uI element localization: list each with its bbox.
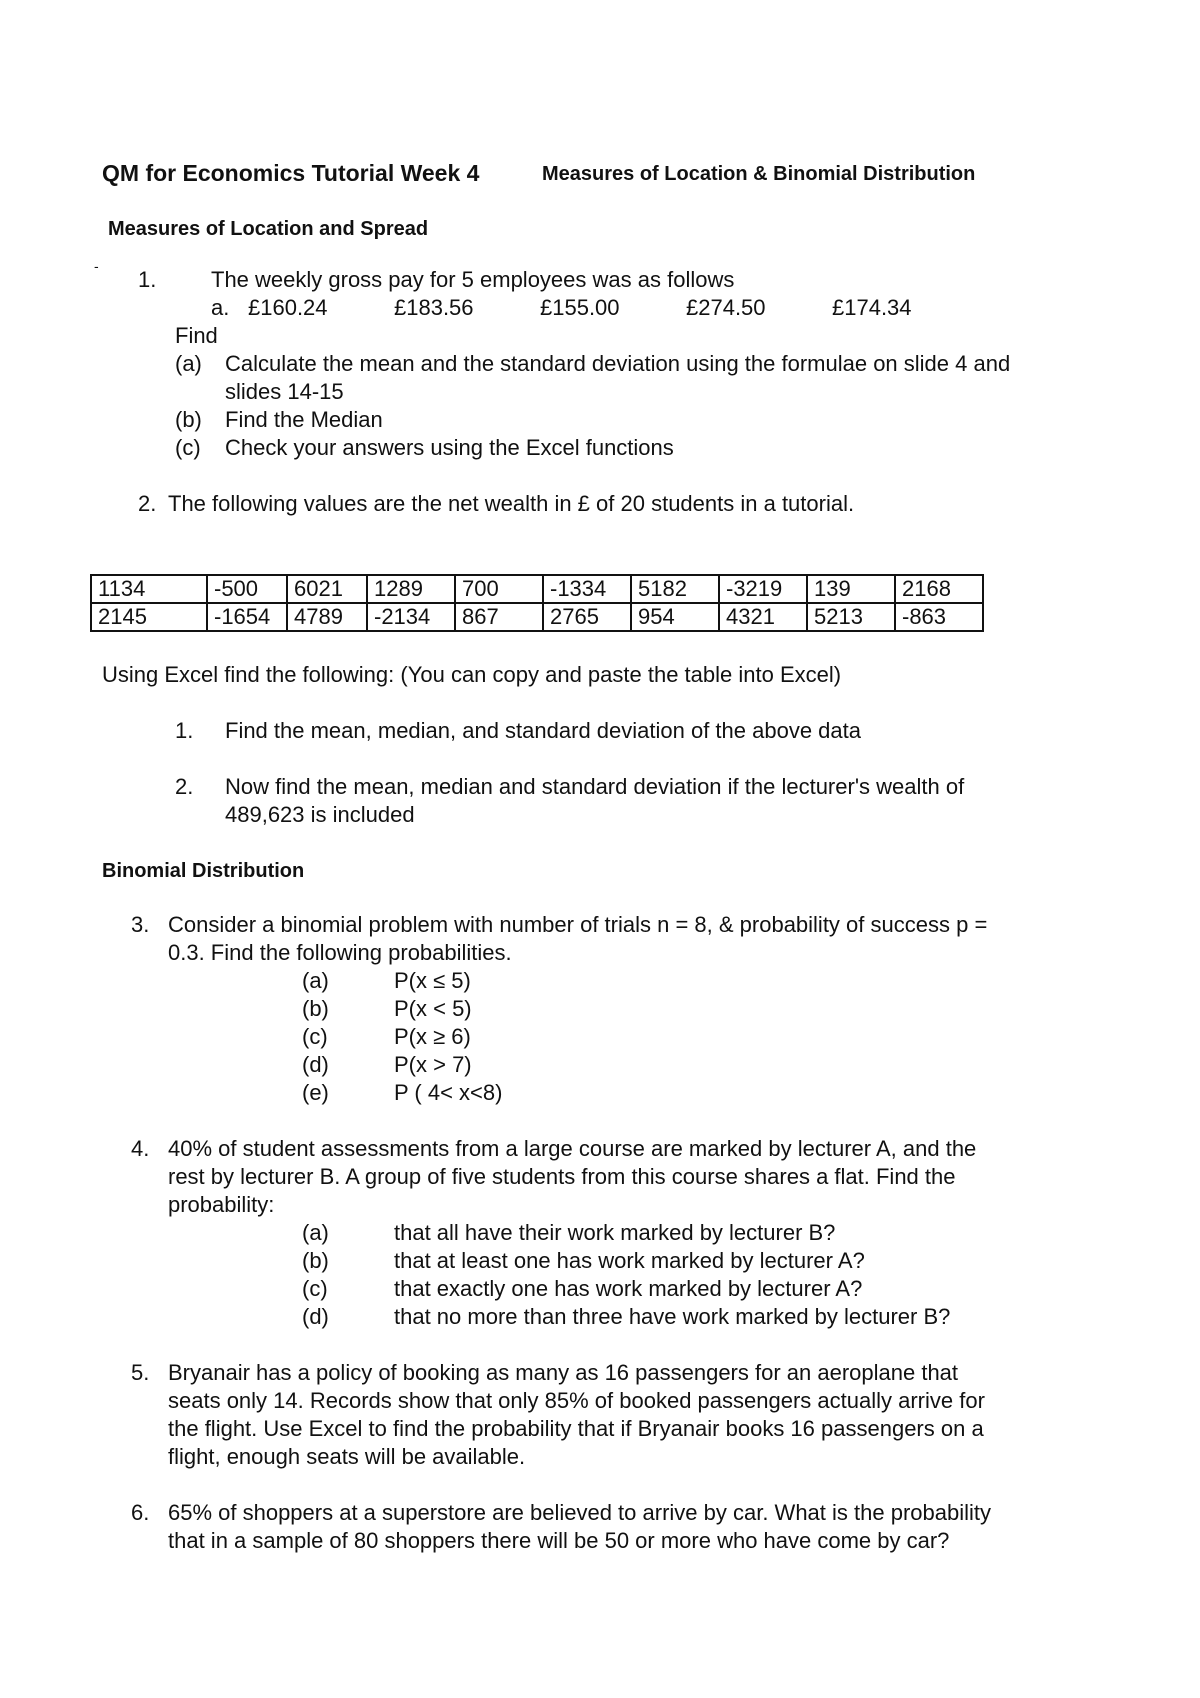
stray-mark: - [94,258,99,274]
q5-line: flight, enough seats will be available. [168,1444,526,1469]
q4-part-label: (d) [302,1304,329,1329]
q3-part-text: P(x ≥ 6) [394,1024,471,1049]
q4-part-text: that exactly one has work marked by lecturer A? [394,1276,863,1301]
table-cell: -863 [895,603,983,631]
table-cell: -500 [207,575,287,603]
q4-part-label: (c) [302,1276,328,1301]
q3-number: 3. [131,912,150,937]
q1-part-text: Find the Median [225,407,383,432]
table-cell: 4321 [719,603,807,631]
q5-line: Bryanair has a policy of booking as many as 16 passengers for an aeroplane that [168,1360,959,1385]
q3-part-label: (a) [302,968,329,993]
q4-line: 40% of student assessments from a large course are marked by lecturer A, and the [168,1136,977,1161]
excel-item-number: 1. [175,718,194,743]
q3-part-text: P(x > 7) [394,1052,472,1077]
q1-part-label: (b) [175,407,202,432]
q5-line: the flight. Use Excel to find the probability that if Bryanair books 16 passengers on a [168,1416,984,1441]
q1-part-text: Calculate the mean and the standard deviation using the formulae on slide 4 and [225,351,1011,376]
q3-part-text: P(x < 5) [394,996,472,1021]
table-cell: 2765 [543,603,631,631]
excel-item-text: Now find the mean, median and standard deviation if the lecturer's wealth of [225,774,965,799]
q1-value: £155.00 [540,295,620,320]
q4-part-text: that at least one has work marked by lecturer A? [394,1248,865,1273]
q3-part-label: (e) [302,1080,329,1105]
q3-line: 0.3. Find the following probabilities. [168,940,512,965]
q6-number: 6. [131,1500,150,1525]
q3-part-text: P(x ≤ 5) [394,968,471,993]
q3-part-label: (d) [302,1052,329,1077]
q4-line: rest by lecturer B. A group of five students from this course shares a flat. Find the [168,1164,956,1189]
q1-part-label: (a) [175,351,202,376]
table-cell: -3219 [719,575,807,603]
table-cell: 6021 [287,575,367,603]
excel-item-text-cont: 489,623 is included [225,802,415,827]
page-title: QM for Economics Tutorial Week 4 [102,160,480,186]
table-cell: 5182 [631,575,719,603]
table-cell: 1289 [367,575,455,603]
q3-part-text: P ( 4< x<8) [394,1080,503,1105]
wealth-table [90,574,984,632]
section-heading-binomial: Binomial Distribution [102,860,305,882]
q2-text: The following values are the net wealth in £ of 20 students in a tutorial. [168,491,855,516]
q4-part-text: that all have their work marked by lecturer B? [394,1220,836,1245]
q4-part-label: (b) [302,1248,329,1273]
q1-part-text-cont: slides 14-15 [225,379,344,404]
q4-number: 4. [131,1136,150,1161]
q5-number: 5. [131,1360,150,1385]
table-cell: 5213 [807,603,895,631]
table-cell: 2145 [91,603,207,631]
section-heading-location: Measures of Location and Spread [108,218,429,240]
table-cell: -2134 [367,603,455,631]
q4-part-label: (a) [302,1220,329,1245]
table-cell: 700 [455,575,543,603]
page-subtitle: Measures of Location & Binomial Distribution [542,163,976,185]
q6-line: 65% of shoppers at a superstore are believed to arrive by car. What is the probability [168,1500,991,1525]
q1-number: 1. [138,267,157,292]
q1-value: £274.50 [686,295,766,320]
q1-row-label: a. [211,295,230,320]
table-row [91,603,983,631]
q3-part-label: (b) [302,996,329,1021]
q2-number: 2. [138,491,157,516]
table-cell: -1334 [543,575,631,603]
table-cell: 954 [631,603,719,631]
q3-part-label: (c) [302,1024,328,1049]
q1-part-text: Check your answers using the Excel functions [225,435,674,460]
table-cell: 4789 [287,603,367,631]
excel-item-number: 2. [175,774,194,799]
table-cell: 139 [807,575,895,603]
table-row [91,575,983,603]
table-cell: 2168 [895,575,983,603]
excel-intro: Using Excel find the following: (You can copy and paste the table into Excel) [102,662,842,687]
q3-line: Consider a binomial problem with number of trials n = 8, & probability of success p = [168,912,988,937]
q1-part-label: (c) [175,435,201,460]
q1-text: The weekly gross pay for 5 employees was as follows [211,267,735,292]
q1-find: Find [175,323,218,348]
q1-value: £160.24 [248,295,328,320]
q1-value: £174.34 [832,295,912,320]
q4-part-text: that no more than three have work marked by lecturer B? [394,1304,951,1329]
table-cell: 867 [455,603,543,631]
q6-line: that in a sample of 80 shoppers there will be 50 or more who have come by car? [168,1528,950,1553]
q1-value: £183.56 [394,295,474,320]
q5-line: seats only 14. Records show that only 85% of booked passengers actually arrive for [168,1388,985,1413]
table-cell: 1134 [91,575,207,603]
q4-line: probability: [168,1192,275,1217]
table-cell: -1654 [207,603,287,631]
excel-item-text: Find the mean, median, and standard deviation of the above data [225,718,861,743]
